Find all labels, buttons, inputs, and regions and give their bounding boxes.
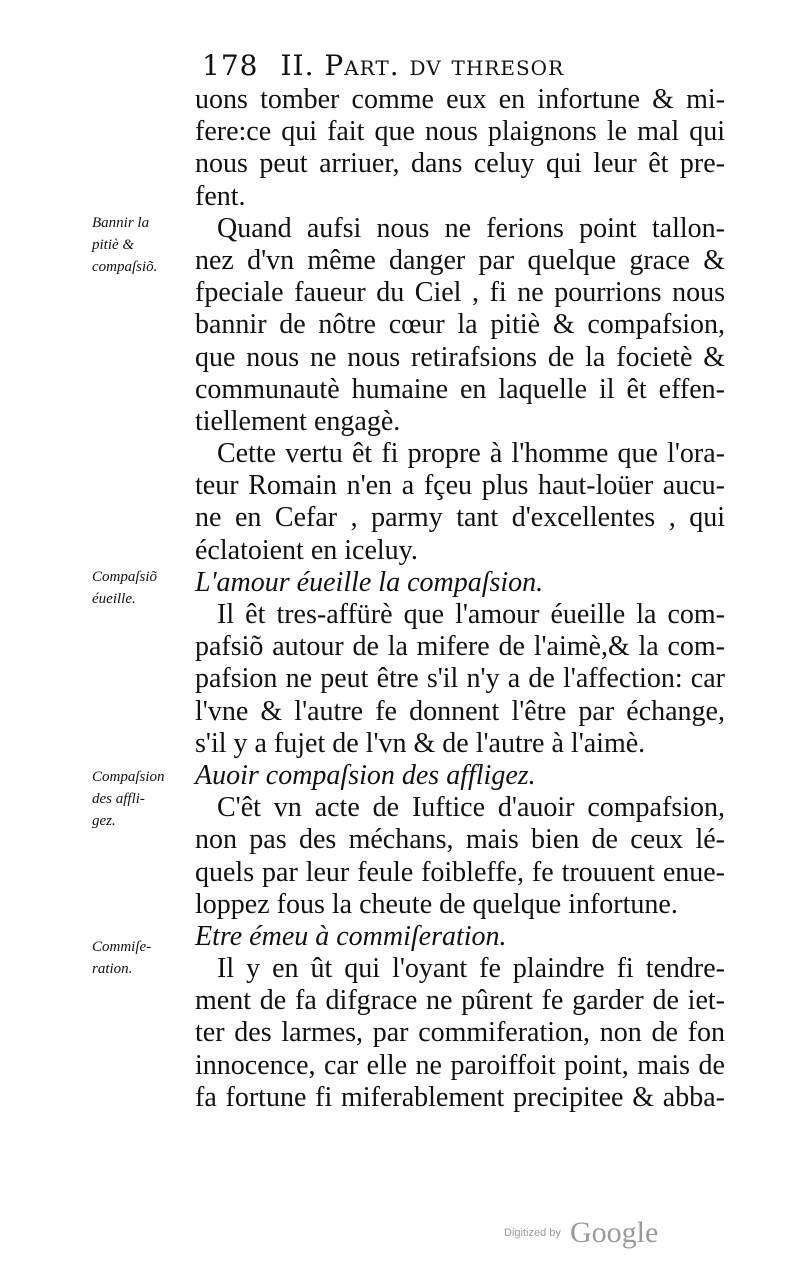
section-heading-affligez: Auoir compaſsion des affligez.: [195, 759, 536, 791]
text-line: l'vne & l'autre fe donnent l'être par échange,: [195, 695, 725, 727]
margin-note-line: éueille.: [92, 591, 136, 607]
paragraph-6: [195, 953, 725, 1114]
margin-note-line: Compaſsion: [92, 769, 165, 785]
page-number: 178: [202, 49, 259, 82]
paragraph-2: [195, 213, 725, 438]
running-head: [202, 46, 722, 86]
text-line: ne en Cefar , parmy tant d'excellentes , qui: [195, 502, 725, 534]
margin-note-bannir: [92, 212, 190, 278]
text-line: ter des larmes, par commiferation, non de fon: [195, 1017, 725, 1049]
text-line: nous peut arriuer, dans celuy qui leur êt pre-: [195, 148, 725, 180]
text-line: que nous ne nous retirafsions de la focietè &: [195, 341, 725, 373]
text-line: Il y en ût qui l'oyant fe plaindre fi tendre-: [217, 953, 725, 985]
text-line: innocence, car elle ne paroiffoit point, mais de: [195, 1049, 725, 1081]
section-heading-commiseration: Etre émeu à commiſeration.: [195, 920, 507, 952]
margin-note-line: Commiſe-: [92, 939, 152, 955]
margin-note-line: des affli-: [92, 791, 145, 807]
text-line: loppez fous la cheute de quelque infortune.: [195, 888, 678, 920]
text-line: bannir de nôtre cœur la pitiè & compafsion,: [195, 309, 725, 341]
margin-note-line: ration.: [92, 961, 133, 977]
margin-note-line: Compaſsiõ: [92, 569, 158, 585]
margin-note-line: Bannir la: [92, 215, 150, 231]
text-line: s'il y a fujet de l'vn & de l'autre à l'aimè.: [195, 727, 646, 759]
text-line: ment de fa difgrace ne pûrent fe garder de iet-: [195, 985, 725, 1017]
margin-note-commiseration: [92, 936, 190, 980]
text-line: quels par leur feule foibleffe, fe trouuent enue-: [195, 856, 725, 888]
text-line: teur Romain n'en a fçeu plus haut-loüer aucu-: [195, 470, 725, 502]
running-title: II. Part. dv thresor: [280, 49, 565, 82]
text-line: pafsiõ autour de la mifere de l'aimè,& la com-: [195, 631, 725, 663]
text-line: nez d'vn même danger par quelque grace &: [195, 244, 725, 276]
margin-note-compassio-eueille: [92, 566, 190, 610]
text-line: fpeciale faueur du Ciel , fi ne pourrions nous: [195, 277, 725, 309]
margin-note-line: pitiè &: [92, 237, 135, 253]
text-line: tiellement engagè.: [195, 405, 401, 437]
text-line: Il êt tres-affürè que l'amour éueille la com-: [217, 599, 725, 630]
text-line: fa fortune fi miferablement precipitee & abba-: [195, 1081, 725, 1113]
google-logo: Google: [569, 1216, 659, 1249]
paragraph-4: [195, 599, 725, 760]
text-line: pafsion ne peut être s'il n'y a de l'affection: car: [195, 663, 725, 695]
text-line: non pas des méchans, mais bien de ceux lé-: [195, 824, 725, 856]
text-line: fent.: [195, 180, 246, 212]
text-line: Quand aufsi nous ne ferions point tallon-: [217, 212, 725, 244]
text-line: Cette vertu êt fi propre à l'homme que l'ora-: [217, 438, 725, 470]
margin-note-compassion-affligez: [92, 766, 190, 832]
text-line: éclatoient en iceluy.: [195, 534, 418, 566]
body-text: [195, 84, 725, 1114]
margin-note-line: compaſsiõ.: [92, 259, 158, 275]
digitization-watermark: [504, 1216, 658, 1256]
digitized-by-label: Digitized by: [504, 1227, 561, 1239]
paragraph-1: [195, 84, 725, 213]
text-line: C'êt vn acte de Iuftice d'auoir compafsion,: [217, 792, 725, 824]
paragraph-5: [195, 792, 725, 921]
section-heading-amour: L'amour éueille la compaſsion.: [195, 566, 544, 598]
margin-note-line: gez.: [92, 813, 116, 829]
text-line: communautè humaine en laquelle il êt effen-: [195, 373, 725, 405]
text-line: fere:ce qui fait que nous plaignons le mal qui: [195, 116, 725, 148]
paragraph-3: [195, 438, 725, 567]
text-line: uons tomber comme eux en infortune & mi-: [195, 84, 725, 115]
